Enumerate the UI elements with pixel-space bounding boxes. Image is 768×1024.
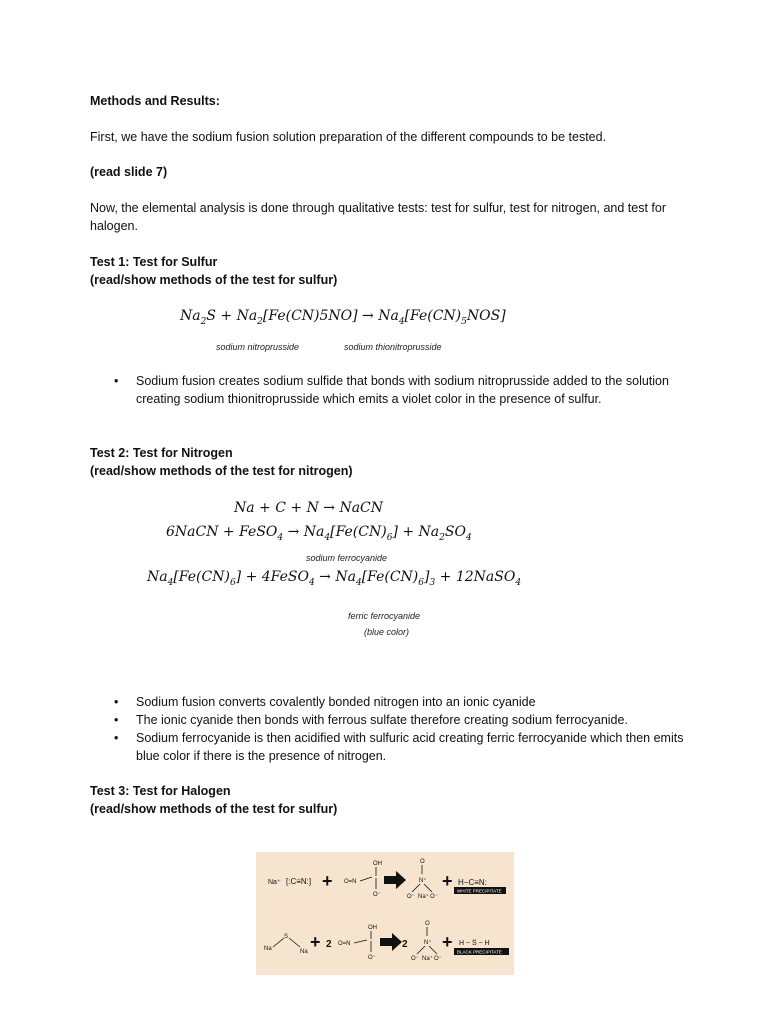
list-item: • Sodium fusion converts covalently bonded nitrogen into an ionic cyanide bbox=[90, 693, 690, 711]
o-minus-label: O⁻ bbox=[411, 956, 419, 962]
bond-line bbox=[417, 946, 425, 954]
caption-sodium-thionitroprusside: sodium thionitroprusside bbox=[344, 342, 442, 352]
test2-title: Test 2: Test for Nitrogen bbox=[90, 446, 233, 460]
o-minus-label: O⁻ bbox=[434, 956, 442, 962]
bond-line bbox=[424, 884, 432, 892]
o-label: O bbox=[425, 921, 430, 927]
white-precipitate-label: WHITE PRECIPITATE bbox=[457, 888, 502, 894]
intro-paragraph: First, we have the sodium fusion solution preparation of the different compounds to be tested. bbox=[90, 130, 607, 144]
plus-sign: + bbox=[322, 871, 333, 891]
na-label: Na bbox=[300, 949, 308, 955]
black-precipitate-label: BLACK PRECIPITATE bbox=[457, 949, 502, 955]
hydrogen-sulfide-label: H − S̈ − H bbox=[459, 940, 490, 947]
caption-sodium-ferrocyanide: sodium ferrocyanide bbox=[306, 553, 388, 563]
list-item: • The ionic cyanide then bonds with ferrous sulfate therefore creating sodium ferrocyanide. bbox=[90, 711, 690, 729]
test1-title: Test 1: Test for Sulfur bbox=[90, 255, 218, 269]
list-item: • Sodium ferrocyanide is then acidified with sulfuric acid creating ferric ferrocyanide which then emits blue color if there is the presence of nitrogen. bbox=[90, 729, 690, 765]
sulfur-label: S bbox=[284, 934, 289, 940]
list-item: • Sodium fusion creates sodium sulfide that bonds with sodium nitroprusside added to the solution creating sodium thionitroprusside which emits a violet color in the presence of sulfur. bbox=[90, 372, 690, 408]
o-minus-label: O⁻ bbox=[407, 894, 415, 900]
plus-sign: + bbox=[442, 871, 453, 891]
coefficient-label: 2 bbox=[402, 939, 408, 950]
reaction-arrow-icon bbox=[384, 871, 406, 889]
test3-title: Test 3: Test for Halogen bbox=[90, 784, 231, 798]
bond-line bbox=[429, 946, 437, 954]
cyanide-ion-label: [:C≡N:] bbox=[286, 877, 312, 886]
nitrogen-equation-2: 6NaCN + FeSO$_4$ → $Na_4[Fe(CN)_6] + Na_2SO_4$ bbox=[166, 524, 472, 543]
section-heading: Methods and Results: bbox=[90, 94, 220, 108]
reaction-diagram bbox=[256, 852, 514, 975]
nitrogen-equation-3: $Na_4[Fe(CN)_6]$ + 4FeSO$_4$ → $Na_4[Fe(CN)_6]_3$ + 12NaSO$_4$ bbox=[147, 569, 522, 588]
bond-line bbox=[289, 938, 300, 947]
n-plus-label: N⁺ bbox=[424, 940, 432, 946]
na-plus-label: Na⁺ bbox=[268, 879, 281, 886]
test2-bullets bbox=[90, 693, 690, 765]
bond-line bbox=[360, 877, 372, 881]
n-plus-label: N⁺ bbox=[419, 878, 427, 884]
test3-subtitle: (read/show methods of the test for sulfur) bbox=[90, 802, 338, 816]
o-minus-label: O⁻ bbox=[373, 892, 381, 898]
o-eq-n-label: O=N bbox=[338, 941, 351, 947]
caption-ferric-ferrocyanide: ferric ferrocyanide bbox=[348, 611, 421, 621]
halogen-reaction-figure bbox=[256, 852, 514, 975]
slide-note: (read slide 7) bbox=[90, 165, 168, 179]
oh-label: OH bbox=[373, 861, 382, 867]
plus-sign: + bbox=[442, 932, 453, 952]
reaction-arrow-icon bbox=[380, 933, 402, 951]
bond-line bbox=[354, 940, 367, 943]
test1-bullets bbox=[90, 372, 690, 408]
caption-sodium-nitroprusside: sodium nitroprusside bbox=[216, 342, 300, 352]
hydrogen-cyanide-label: H−C≡N: bbox=[458, 878, 487, 887]
test1-subtitle: (read/show methods of the test for sulfur) bbox=[90, 273, 338, 287]
elemental-paragraph: Now, the elemental analysis is done through qualitative tests: test for sulfur, test for nitrogen, and test for halogen. bbox=[90, 201, 667, 233]
oh-label: OH bbox=[368, 925, 377, 931]
o-minus-label: O⁻ bbox=[430, 894, 438, 900]
coefficient-label: 2 bbox=[326, 939, 332, 950]
test2-subtitle: (read/show methods of the test for nitrogen) bbox=[90, 464, 353, 478]
na-ion-label: Na⁺ bbox=[418, 894, 429, 900]
na-ion-label: Na⁺ bbox=[422, 956, 433, 962]
plus-sign: + bbox=[310, 932, 321, 952]
caption-blue-color: (blue color) bbox=[364, 627, 410, 637]
bond-line bbox=[412, 884, 420, 892]
o-label: O bbox=[420, 859, 425, 865]
o-eq-n-label: O=N bbox=[344, 879, 357, 885]
bond-line bbox=[273, 938, 284, 947]
na-label: Na bbox=[264, 946, 272, 952]
o-minus-label: O⁻ bbox=[368, 955, 376, 961]
nitrogen-equation-1: Na + C + N → NaCN bbox=[234, 500, 384, 516]
sulfur-equation: $Na_2S + Na_2[Fe(CN)5NO] \to Na_4[Fe(CN)_5NOS]$ bbox=[180, 308, 506, 327]
